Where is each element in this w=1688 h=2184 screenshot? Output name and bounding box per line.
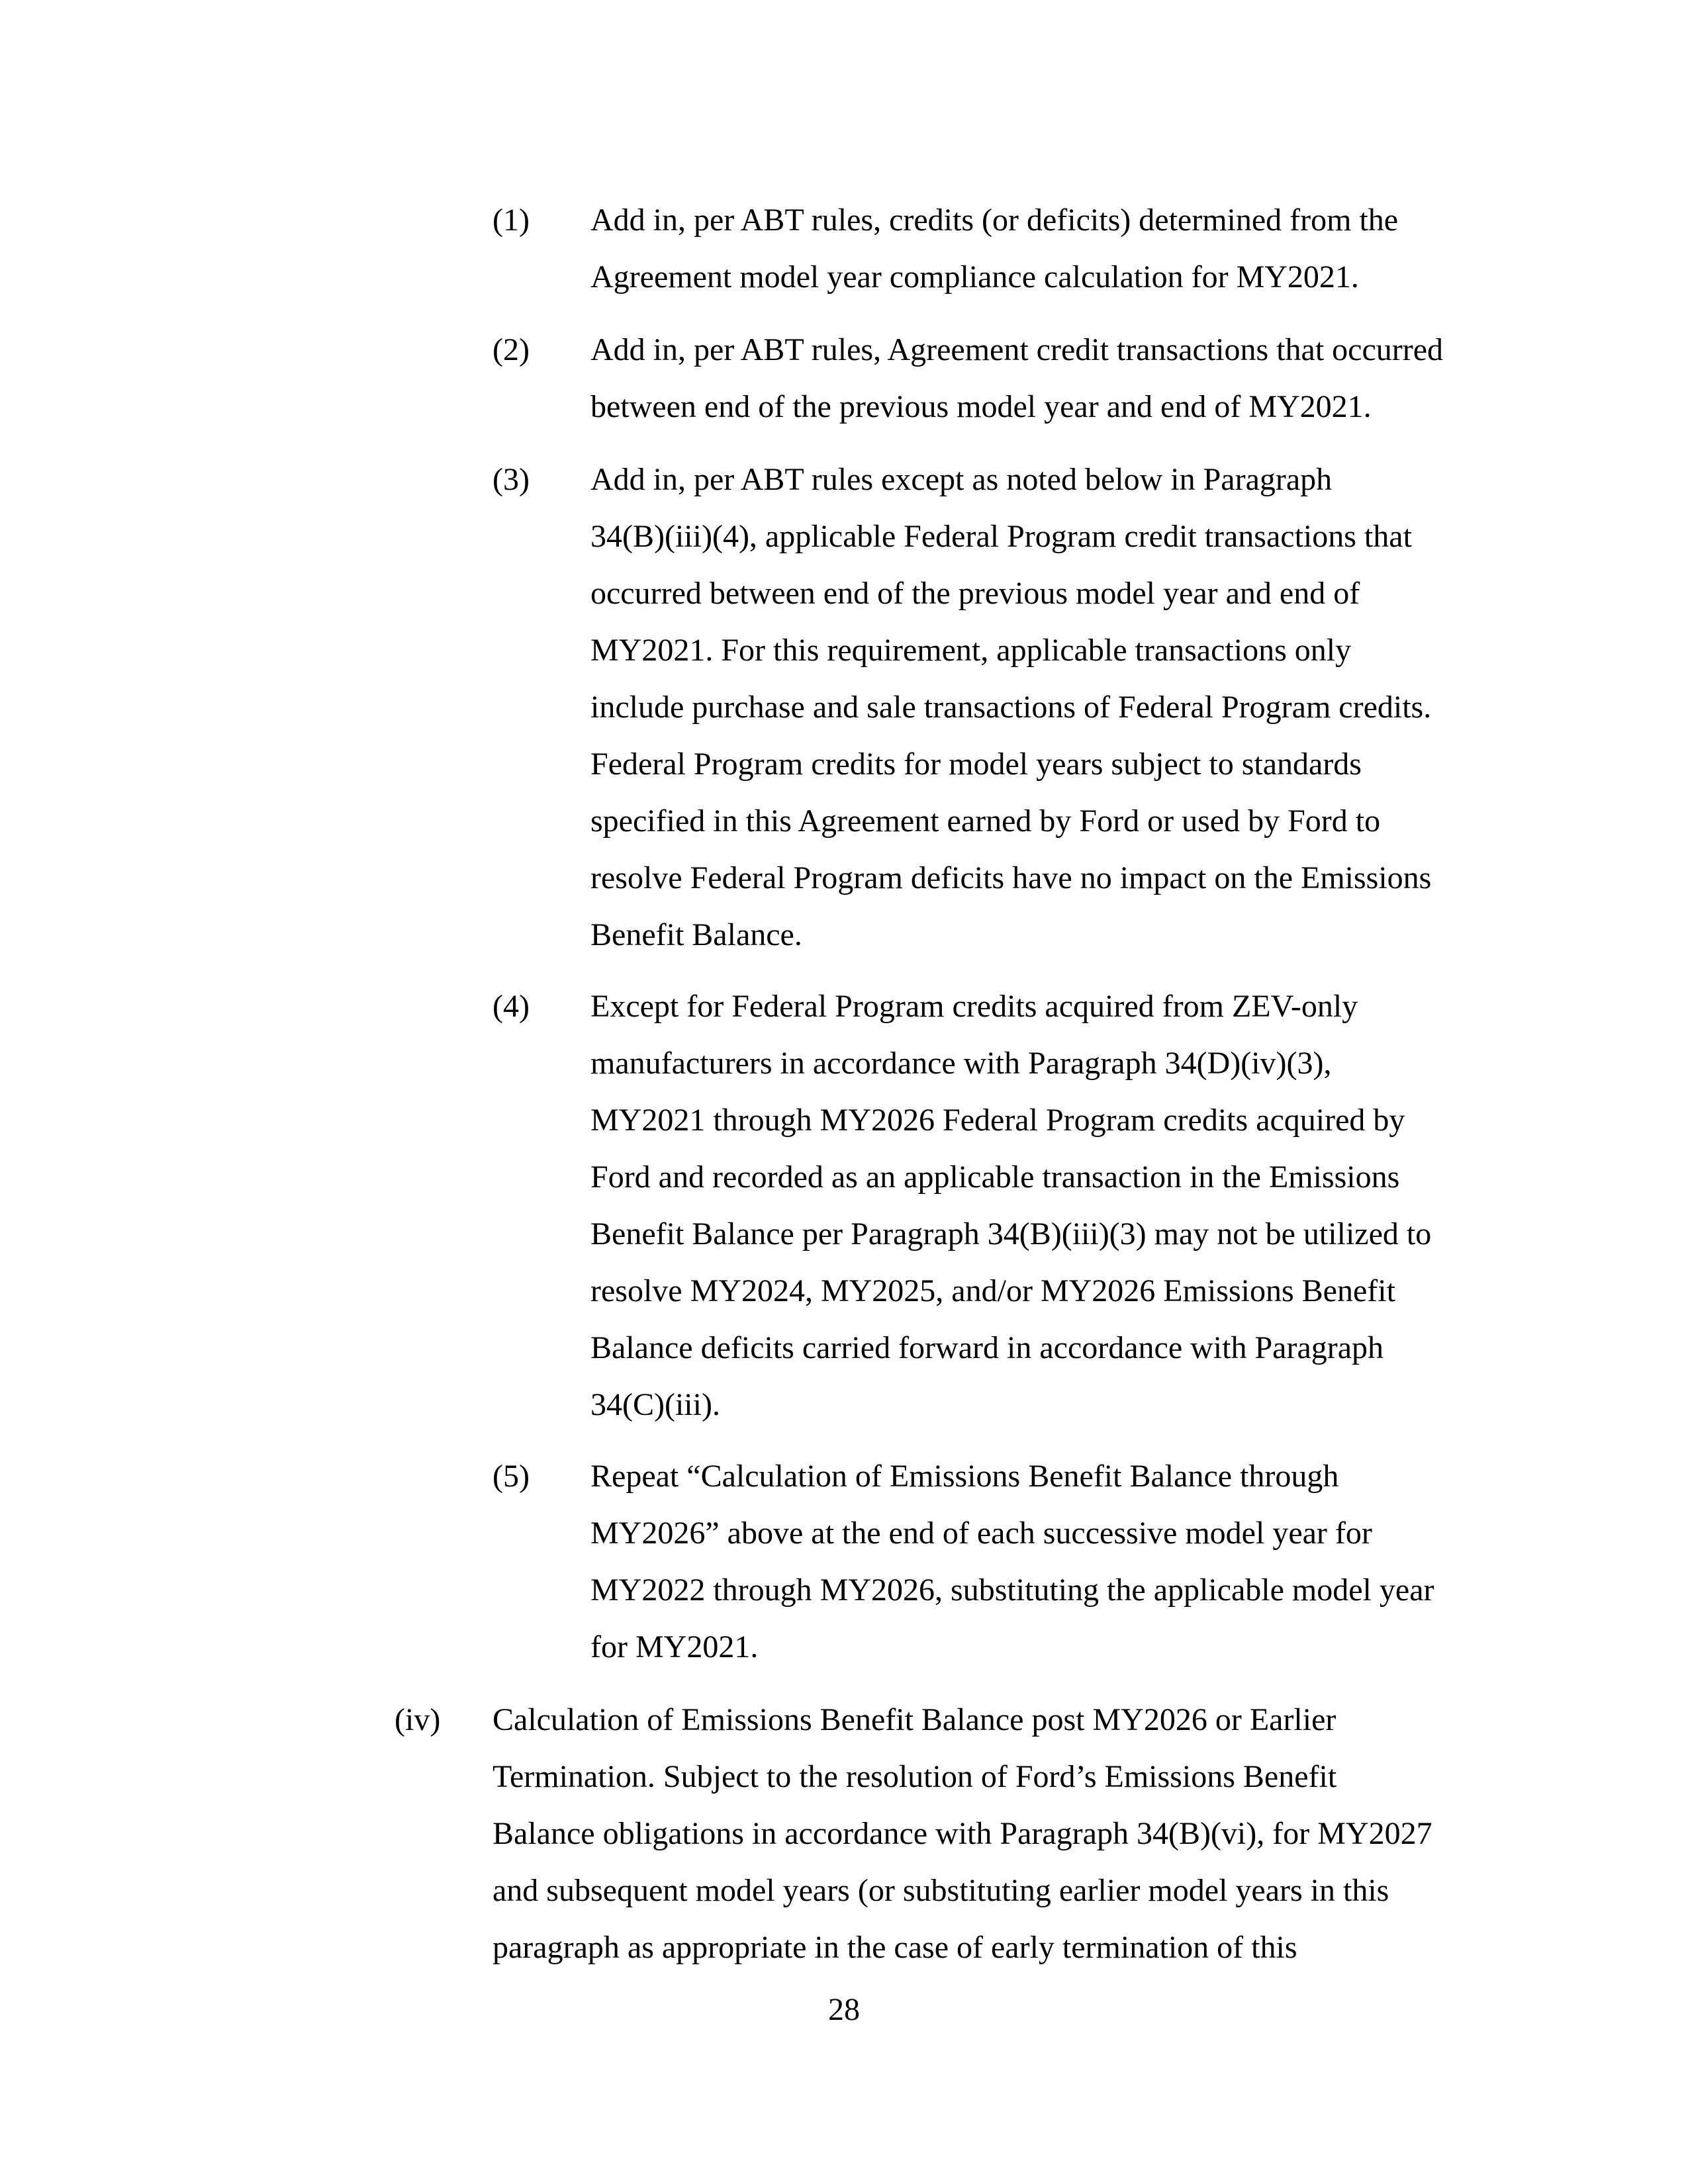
text-line: Balance obligations in accordance with Paragraph 34(B)(vi), for MY2027	[492, 1816, 1432, 1851]
text-line: paragraph as appropriate in the case of early termination of this	[492, 1930, 1297, 1965]
text-line: Balance deficits carried forward in accordance with Paragraph	[590, 1330, 1384, 1365]
text-line: specified in this Agreement earned by Ford or used by Ford to	[590, 803, 1381, 839]
text-line: manufacturers in accordance with Paragraph 34(D)(iv)(3),	[590, 1046, 1332, 1081]
item-number: (2)	[492, 332, 530, 367]
item-number: (5)	[492, 1459, 530, 1494]
text-line: MY2021 through MY2026 Federal Program credits acquired by	[590, 1103, 1405, 1138]
item-text	[590, 192, 1504, 306]
page-number: 28	[828, 1992, 860, 2027]
text-line: Calculation of Emissions Benefit Balance post MY2026 or Earlier	[492, 1702, 1336, 1737]
text-line: Repeat “Calculation of Emissions Benefit Balance through	[590, 1459, 1339, 1494]
text-line: Add in, per ABT rules, credits (or deficits) determined from the	[590, 203, 1399, 238]
item-text	[590, 451, 1504, 964]
item-number: (iv)	[395, 1702, 441, 1737]
text-line: MY2022 through MY2026, substituting the applicable model year	[590, 1572, 1434, 1608]
text-line: Agreement model year compliance calculation for MY2021.	[590, 259, 1359, 295]
text-line: resolve MY2024, MY2025, and/or MY2026 Emissions Benefit	[590, 1273, 1395, 1308]
text-line: between end of the previous model year and end of MY2021.	[590, 389, 1372, 424]
text-line: occurred between end of the previous model year and end of	[590, 576, 1360, 611]
text-line: 34(B)(iii)(4), applicable Federal Program credit transactions that	[590, 519, 1412, 554]
item-text	[590, 322, 1504, 435]
text-line: Termination. Subject to the resolution of Ford’s Emissions Benefit	[492, 1759, 1337, 1794]
text-line: Except for Federal Program credits acquired from ZEV-only	[590, 989, 1358, 1024]
text-line: resolve Federal Program deficits have no impact on the Emissions	[590, 860, 1432, 895]
item-text	[590, 1448, 1504, 1676]
text-line: Federal Program credits for model years subject to standards	[590, 747, 1362, 782]
text-line: and subsequent model years (or substituting earlier model years in this	[492, 1873, 1389, 1908]
text-line: MY2026” above at the end of each successive model year for	[590, 1516, 1372, 1551]
item-text	[492, 1692, 1505, 1976]
text-line: Benefit Balance per Paragraph 34(B)(iii)(3) may not be utilized to	[590, 1216, 1432, 1251]
text-line: 34(C)(iii).	[590, 1387, 720, 1422]
item-text	[590, 978, 1504, 1433]
text-line: for MY2021.	[590, 1629, 759, 1664]
text-line: Benefit Balance.	[590, 917, 802, 952]
item-number: (4)	[492, 989, 530, 1024]
text-line: MY2021. For this requirement, applicable transactions only	[590, 633, 1352, 668]
text-line: include purchase and sale transactions of Federal Program credits.	[590, 690, 1432, 725]
text-line: Add in, per ABT rules except as noted below in Paragraph	[590, 462, 1333, 497]
text-line: Add in, per ABT rules, Agreement credit transactions that occurred	[590, 332, 1444, 367]
text-line: Ford and recorded as an applicable transaction in the Emissions	[590, 1160, 1400, 1195]
item-number: (1)	[492, 203, 530, 238]
item-number: (3)	[492, 462, 530, 497]
